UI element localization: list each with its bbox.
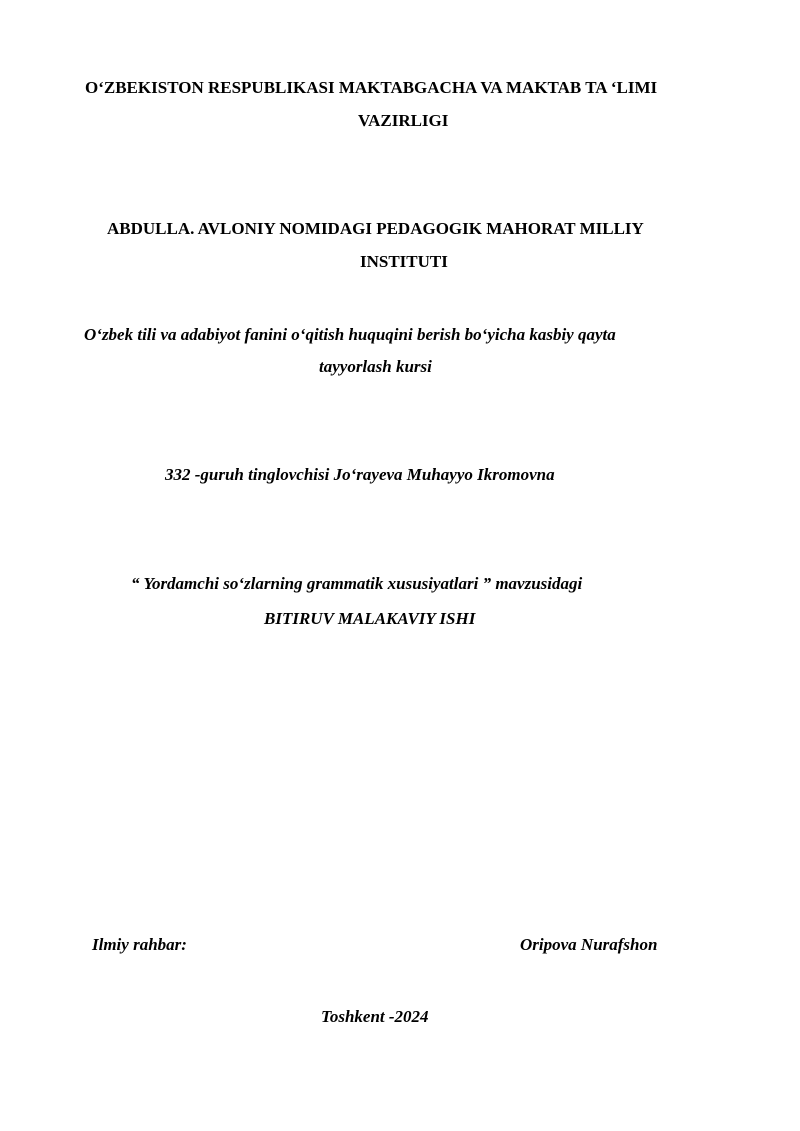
course-line2: tayyorlash kursi bbox=[319, 357, 432, 376]
institute-title-line1: ABDULLA. AVLONIY NOMIDAGI PEDAGOGIK MAHORAT MILLIY bbox=[107, 219, 644, 238]
ministry-title-line2: VAZIRLIGI bbox=[358, 111, 449, 130]
place-year: Toshkent -2024 bbox=[321, 1007, 429, 1026]
ministry-title-line1: O‘ZBEKISTON RESPUBLIKASI MAKTABGACHA VA MAKTAB TA ‘LIMI bbox=[85, 78, 658, 97]
topic-line1: “ Yordamchi so‘zlarning grammatik xususiyatlari ” mavzusidagi bbox=[131, 574, 583, 593]
student-info: 332 -guruh tinglovchisi Jo‘rayeva Muhayyo Ikromovna bbox=[165, 465, 555, 484]
course-line1: O‘zbek tili va adabiyot fanini o‘qitish huquqini berish bo‘yicha kasbiy qayta bbox=[84, 325, 616, 344]
thesis-title: BITIRUV MALAKAVIY ISHI bbox=[264, 609, 476, 628]
institute-title-line2: INSTITUTI bbox=[360, 252, 448, 271]
supervisor-name: Oripova Nurafshon bbox=[520, 935, 658, 954]
supervisor-label: Ilmiy rahbar: bbox=[92, 935, 187, 954]
